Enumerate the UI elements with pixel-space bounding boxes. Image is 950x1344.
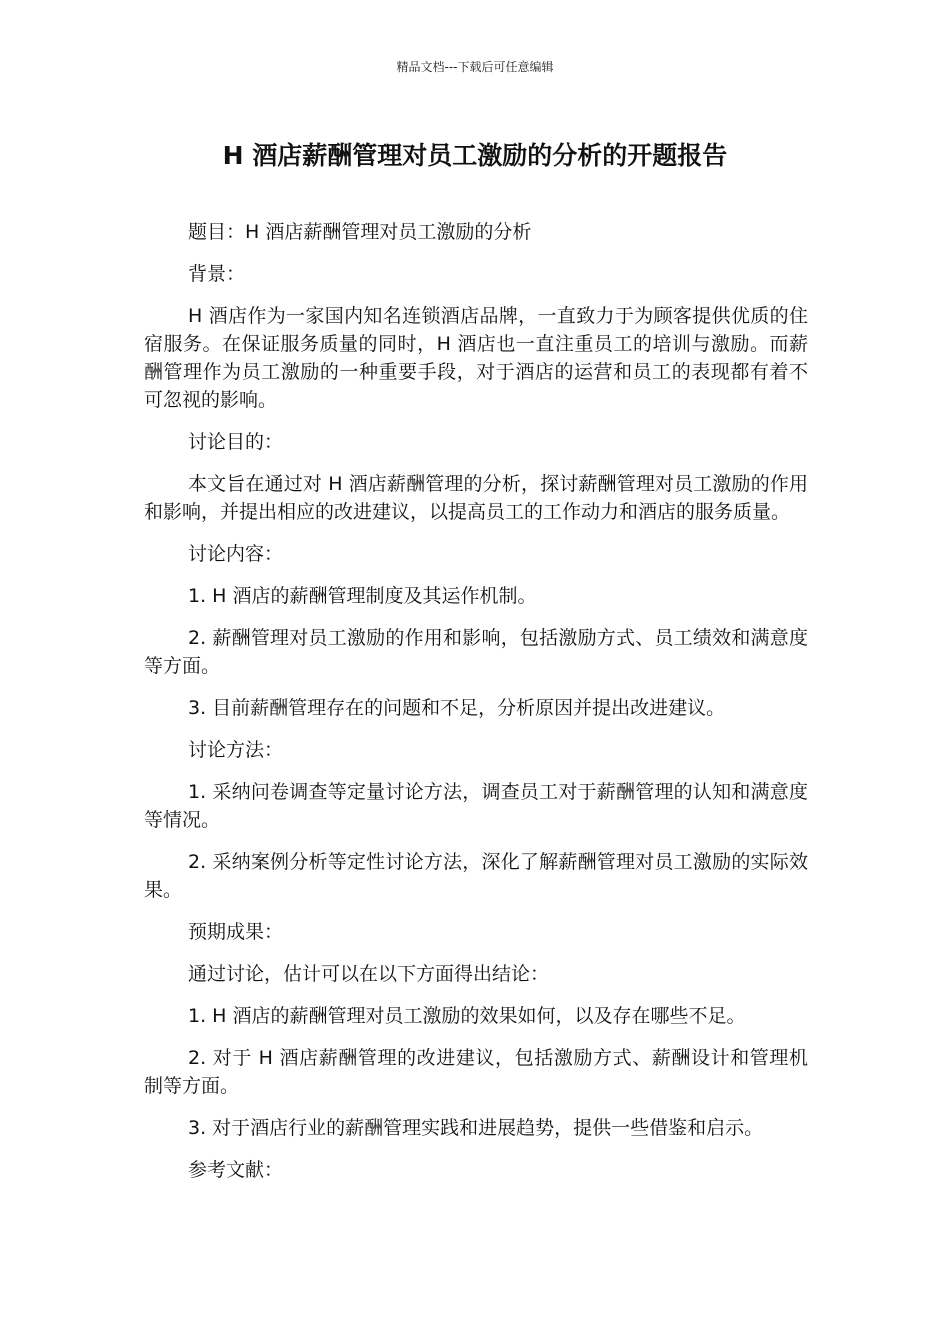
section-heading-outcomes: 预期成果： [188, 921, 284, 943]
section-heading-content: 讨论内容： [188, 543, 284, 565]
outcome-item: 3. 对于酒店行业的薪酬管理实践和进展趋势，提供一些借鉴和启示。 [188, 1117, 764, 1139]
document-body [144, 218, 808, 1184]
section-heading-references: 参考文献： [188, 1159, 284, 1181]
document-title: H 酒店薪酬管理对员工激励的分析的开题报告 [222, 141, 728, 170]
section-heading-purpose: 讨论目的： [188, 431, 284, 453]
section-heading-background: 背景： [188, 263, 246, 285]
outcome-item: 1. H 酒店的薪酬管理对员工激励的效果如何，以及存在哪些不足。 [188, 1005, 746, 1027]
purpose-paragraph: 本文旨在通过对 H 酒店薪酬管理的分析，探讨薪酬管理对员工激励的作用和影响，并提出相应的改进建议，以提高员工的工作动力和酒店的服务质量。 [144, 473, 808, 523]
outcomes-intro: 通过讨论，估计可以在以下方面得出结论： [188, 963, 550, 985]
topic-line: 题目：H 酒店薪酬管理对员工激励的分析 [188, 221, 532, 243]
method-item: 1. 采纳问卷调查等定量讨论方法，调查员工对于薪酬管理的认知和满意度等情况。 [144, 781, 808, 831]
content-item: 3. 目前薪酬管理存在的问题和不足，分析原因并提出改进建议。 [188, 697, 726, 719]
header-note: 精品文档---下载后可任意编辑 [396, 60, 554, 74]
section-heading-methods: 讨论方法： [188, 739, 284, 761]
outcome-item: 2. 对于 H 酒店薪酬管理的改进建议，包括激励方式、薪酬设计和管理机制等方面。 [144, 1047, 808, 1097]
method-item: 2. 采纳案例分析等定性讨论方法，深化了解薪酬管理对员工激励的实际效果。 [144, 851, 808, 901]
content-item: 2. 薪酬管理对员工激励的作用和影响，包括激励方式、员工绩效和满意度等方面。 [144, 627, 808, 677]
background-paragraph: H 酒店作为一家国内知名连锁酒店品牌，一直致力于为顾客提供优质的住宿服务。在保证服务质量的同时，H 酒店也一直注重员工的培训与激励。而薪酬管理作为员工激励的一种重要手段，对于酒店的运营和员工的表现都有着不可忽视的影响。 [144, 305, 808, 411]
content-item: 1. H 酒店的薪酬管理制度及其运作机制。 [188, 585, 537, 607]
